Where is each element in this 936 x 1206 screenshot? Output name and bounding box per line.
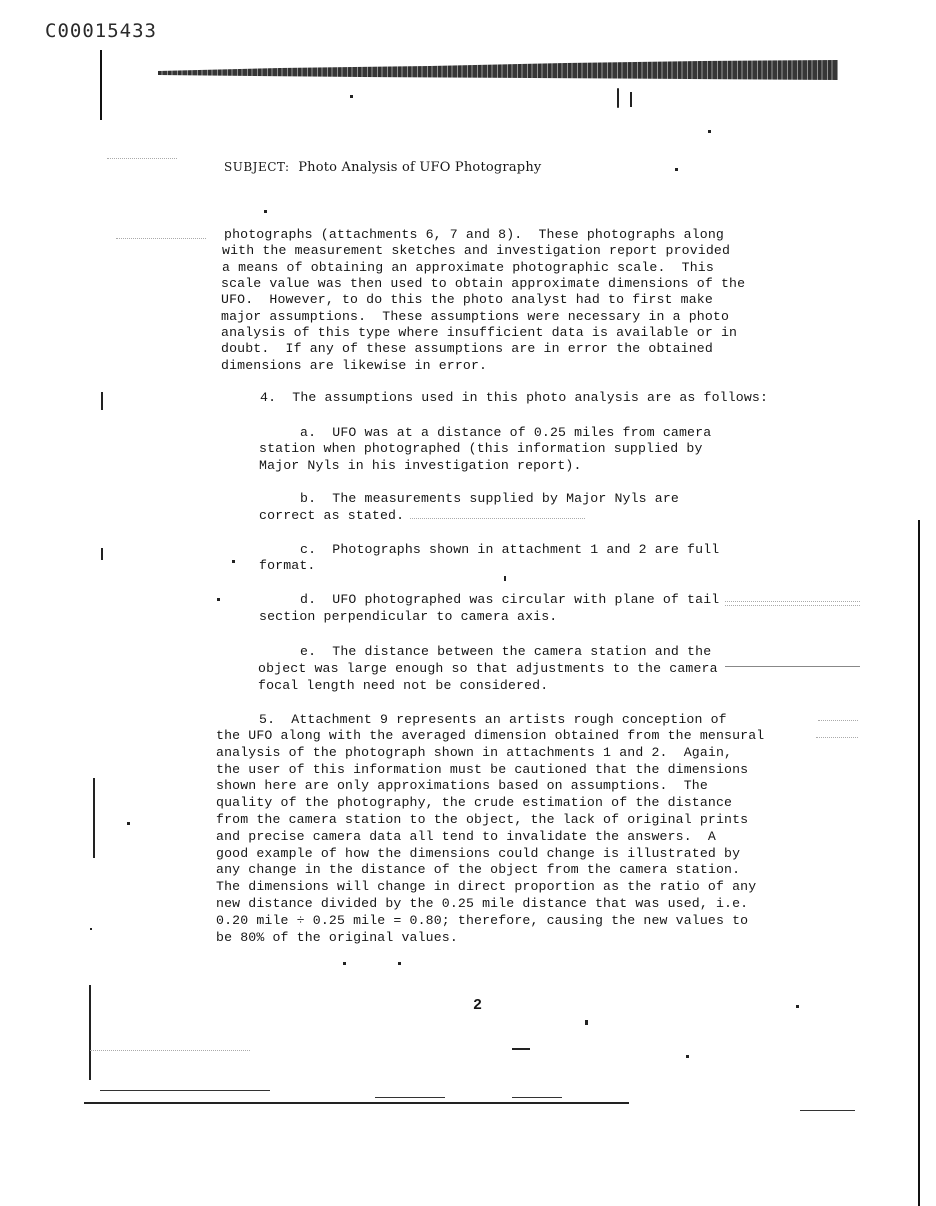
page-number: 2	[473, 997, 483, 1014]
text-line: and precise camera data all tend to invalidate the answers. A	[216, 829, 716, 844]
scan-speck	[101, 548, 103, 560]
scan-speck	[127, 822, 130, 825]
scan-speck	[93, 778, 95, 858]
scan-dotted-line	[107, 158, 177, 159]
scan-dotted-line	[725, 601, 860, 602]
text-line: shown here are only approximations based on assumptions. The	[216, 778, 708, 793]
scan-speck	[217, 598, 220, 601]
scan-speck	[796, 1005, 799, 1008]
scan-speck	[343, 962, 346, 965]
text-line: 0.20 mile ÷ 0.25 mile = 0.80; therefore, causing the new values to	[216, 913, 749, 928]
text-line: dimensions are likewise in error.	[221, 358, 488, 373]
scan-speck	[232, 560, 235, 563]
document-id: C00015433	[45, 20, 157, 42]
scan-speck	[630, 92, 632, 107]
subject-line	[224, 160, 541, 175]
text-line: analysis of this type where insufficient data is available or in	[221, 325, 738, 340]
text-line: focal length need not be considered.	[258, 678, 549, 693]
text-line: from the camera station to the object, the lack of original prints	[216, 812, 749, 827]
text-line: 5. Attachment 9 represents an artists rough conception of	[259, 712, 727, 727]
scan-dotted-line	[410, 518, 585, 519]
left-margin-rule	[100, 50, 102, 120]
text-line: be 80% of the original values.	[216, 930, 458, 945]
scan-noise-band	[158, 60, 838, 80]
scan-speck	[90, 928, 92, 930]
text-line: quality of the photography, the crude estimation of the distance	[216, 795, 733, 810]
subject-text: Photo Analysis of UFO Photography	[298, 160, 542, 175]
text-line: major assumptions. These assumptions were necessary in a photo	[221, 309, 730, 324]
text-line: UFO. However, to do this the photo analyst had to first make	[221, 292, 713, 307]
scan-dotted-line	[116, 238, 206, 239]
text-line: good example of how the dimensions could change is illustrated by	[216, 846, 741, 861]
scan-speck	[264, 210, 267, 213]
text-line: object was large enough so that adjustments to the camera	[258, 661, 718, 676]
scan-dotted-line	[816, 737, 858, 738]
bottom-rule	[375, 1097, 445, 1098]
scan-speck	[89, 985, 91, 1080]
scan-speck	[675, 168, 678, 171]
text-line: any change in the distance of the object from the camera station.	[216, 862, 741, 877]
text-line: doubt. If any of these assumptions are in error the obtained	[221, 341, 713, 356]
text-line: new distance divided by the 0.25 mile distance that was used, i.e.	[216, 896, 749, 911]
text-line: e. The distance between the camera station and the	[300, 644, 712, 659]
text-line: the user of this information must be cautioned that the dimensions	[216, 762, 749, 777]
text-line: a. UFO was at a distance of 0.25 miles from camera	[300, 425, 712, 440]
text-line: photographs (attachments 6, 7 and 8). These photographs along	[224, 227, 724, 242]
paragraph-4-intro: 4. The assumptions used in this photo analysis are as follows:	[260, 390, 769, 405]
scan-rule	[725, 666, 860, 667]
text-line: correct as stated.	[259, 508, 405, 523]
text-line: section perpendicular to camera axis.	[259, 609, 558, 624]
scan-speck	[350, 95, 353, 98]
scan-speck	[101, 392, 103, 410]
text-line: with the measurement sketches and investigation report provided	[222, 243, 731, 258]
text-line: format.	[259, 558, 316, 573]
text-line: a means of obtaining an approximate photographic scale. This	[222, 260, 714, 275]
bottom-rule	[84, 1102, 629, 1104]
bottom-rule	[512, 1097, 562, 1098]
subject-label: SUBJECT:	[224, 160, 290, 174]
scan-speck	[617, 88, 619, 108]
text-line: station when photographed (this information supplied by	[259, 441, 703, 456]
text-line: the UFO along with the averaged dimension obtained from the mensural	[216, 728, 765, 743]
text-line: scale value was then used to obtain approximate dimensions of the	[221, 276, 746, 291]
scan-speck	[504, 576, 506, 581]
right-page-edge	[918, 520, 920, 1206]
text-line: b. The measurements supplied by Major Nyls are	[300, 491, 679, 506]
text-line: analysis of the photograph shown in attachments 1 and 2. Again,	[216, 745, 733, 760]
text-line: The dimensions will change in direct proportion as the ratio of any	[216, 879, 757, 894]
scan-speck	[686, 1055, 689, 1058]
scan-dotted-line	[725, 605, 860, 606]
scan-speck	[585, 1020, 588, 1025]
scan-speck	[708, 130, 711, 133]
bottom-rule	[800, 1110, 855, 1111]
text-line: d. UFO photographed was circular with plane of tail	[300, 592, 720, 607]
bottom-rule	[100, 1090, 270, 1091]
text-line: Major Nyls in his investigation report).	[259, 458, 582, 473]
text-line: c. Photographs shown in attachment 1 and 2 are full	[300, 542, 720, 557]
scan-dotted-line	[818, 720, 858, 721]
scan-speck	[398, 962, 401, 965]
scan-speck	[512, 1048, 530, 1050]
scan-dotted-line	[90, 1050, 250, 1051]
